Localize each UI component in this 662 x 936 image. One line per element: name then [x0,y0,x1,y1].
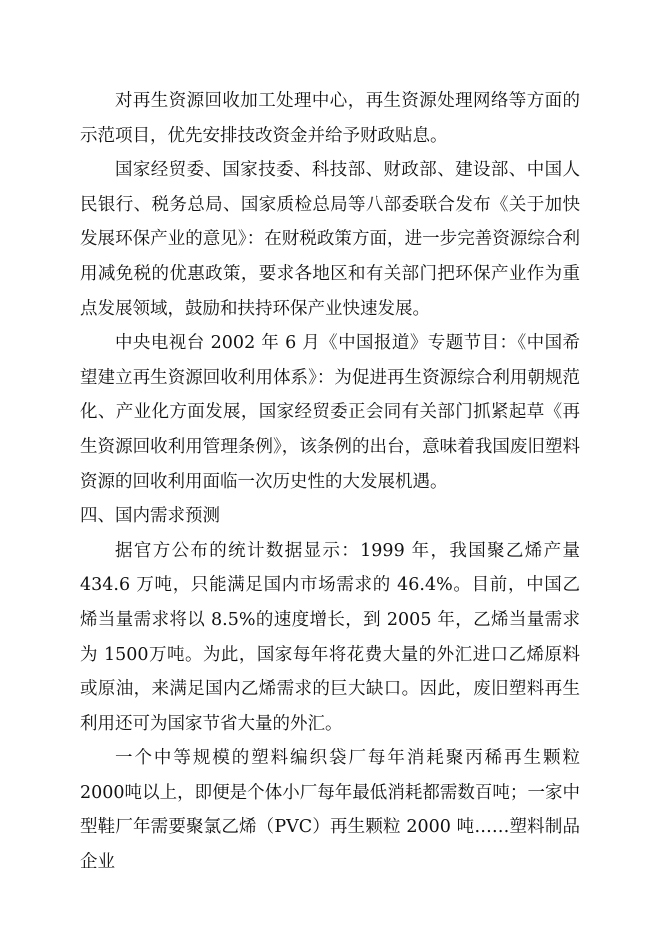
document-body [80,84,580,880]
section-heading-domestic-demand: 四、国内需求预测 [80,506,220,527]
paragraph-official-statistics: 据官方公布的统计数据显示：1999 年，我国聚乙烯产量434.6 万吨，只能满足国内市场需求的 46.4%。目前，中国乙烯当量需求将以 8.5%的速度增长，到 2005 年，乙烯当量需求为 1500万吨。为此，国家每年将花费大量的外汇进口乙烯原料或原油，来满足国内乙烯需求的巨大缺口。因此，废旧塑料再生利用还可为国家节省大量的外汇。 [80,540,580,734]
paragraph-plastic-consumption: 一个中等规模的塑料编织袋厂每年消耗聚丙稀再生颗粒 2000吨以上，即便是个体小厂每年最低消耗都需数百吨；一家中型鞋厂年需要聚氯乙烯（PVC）再生颗粒 2000 吨……塑料制品企业 [80,748,580,873]
paragraph-eight-ministries-opinion: 国家经贸委、国家技委、科技部、财政部、建设部、中国人民银行、税务总局、国家质检总局等八部委联合发布《关于加快发展环保产业的意见》：在财税政策方面，进一步完善资源综合利用减免税的优惠政策，要求各地区和有关部门把环保产业作为重点发展领域，鼓励和扶持环保产业快速发展。 [80,160,580,319]
paragraph-demonstration-projects: 对再生资源回收加工处理中心，再生资源处理网络等方面的示范项目，优先安排技改资金并给予财政贴息。 [80,91,580,146]
paragraph-cctv-report: 中央电视台 2002 年 6 月《中国报道》专题节目：《中国希望建立再生资源回收利用体系》：为促进再生资源综合利用朝规范化、产业化方面发展，国家经贸委正会同有关部门抓紧起草《再生资源回收利用管理条例》，该条例的出台，意味着我国废旧塑料资源的回收利用面临一次历史性的大发展机遇。 [80,333,580,492]
